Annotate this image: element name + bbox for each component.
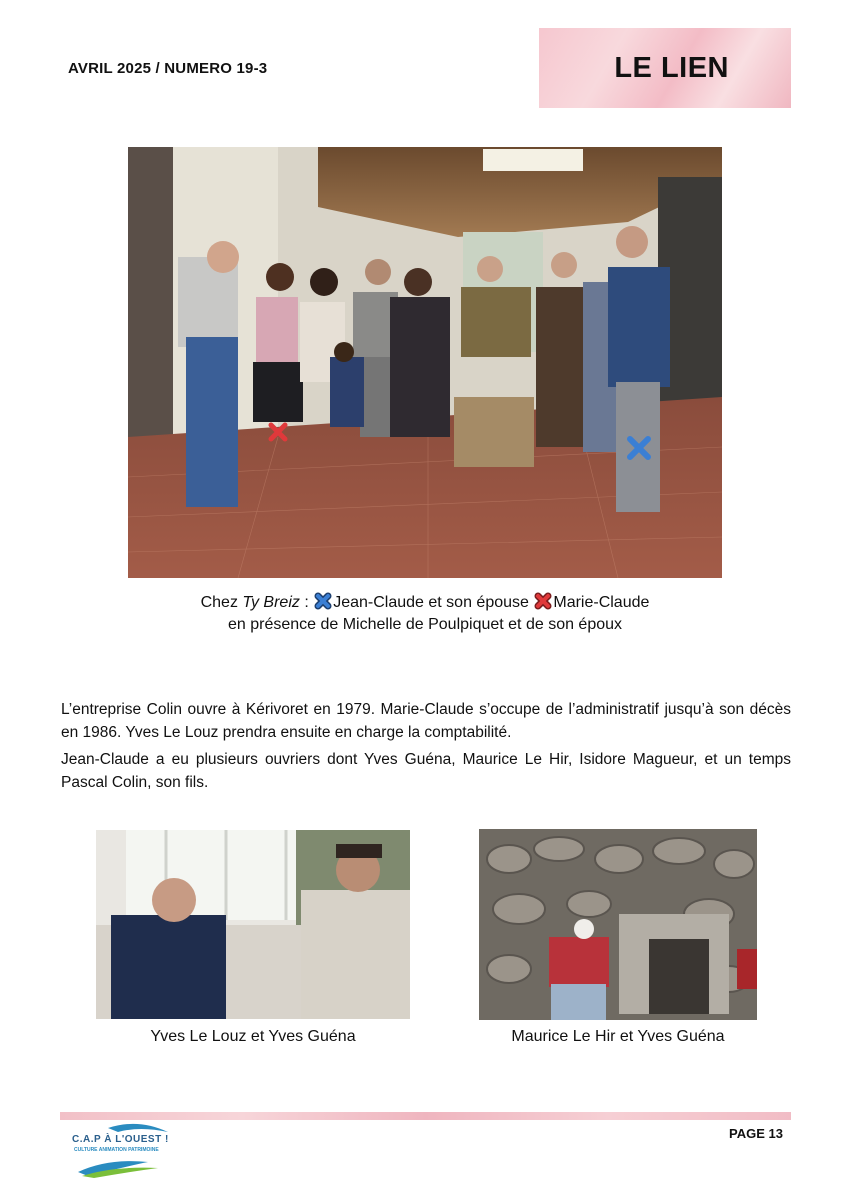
photo-left <box>96 830 410 1019</box>
red-cross-icon <box>534 592 552 610</box>
paragraph-2: Jean-Claude a eu plusieurs ouvriers dont Yves Guéna, Maurice Le Hir, Isidore Magueur, et un temps Pascal Colin, son fils. <box>61 751 791 791</box>
photo-left-caption: Yves Le Louz et Yves Guéna <box>150 1028 356 1045</box>
caption-prefix: Chez <box>200 594 243 611</box>
page-number: PAGE 13 <box>729 1126 783 1141</box>
footer-band <box>60 1112 791 1120</box>
caption-line-2: en présence de Michelle de Poulpiquet et de son époux <box>227 616 623 633</box>
issue-date: AVRIL 2025 / NUMERO 19-3 <box>68 60 268 77</box>
photo-right-caption: Maurice Le Hir et Yves Guéna <box>511 1028 725 1045</box>
main-photo-caption <box>130 592 720 636</box>
logo-subtitle: CULTURE ANIMATION PATRIMOINE <box>74 1147 159 1153</box>
paragraph-1: L’entreprise Colin ouvre à Kérivoret en 1979. Marie-Claude s’occupe de l’administratif jusqu’à son décès en 1986. Yves Le Louz prendra ensuite en charge la comptabilité. <box>61 701 791 741</box>
cap-logo <box>68 1120 178 1178</box>
logo-title: C.A.P À L'OUEST ! <box>72 1134 169 1145</box>
caption-person-2: Marie-Claude <box>553 594 650 611</box>
masthead-banner <box>539 28 791 108</box>
article-body <box>61 698 791 798</box>
caption-person-1: Jean-Claude et son épouse <box>333 594 534 611</box>
masthead-title: LE LIEN <box>614 52 729 84</box>
caption-line-1 <box>130 592 720 614</box>
caption-separator: : <box>299 594 314 611</box>
photo-right <box>479 829 757 1020</box>
blue-cross-icon <box>314 592 332 610</box>
main-photo <box>128 147 722 578</box>
caption-place: Ty Breiz <box>242 594 300 611</box>
